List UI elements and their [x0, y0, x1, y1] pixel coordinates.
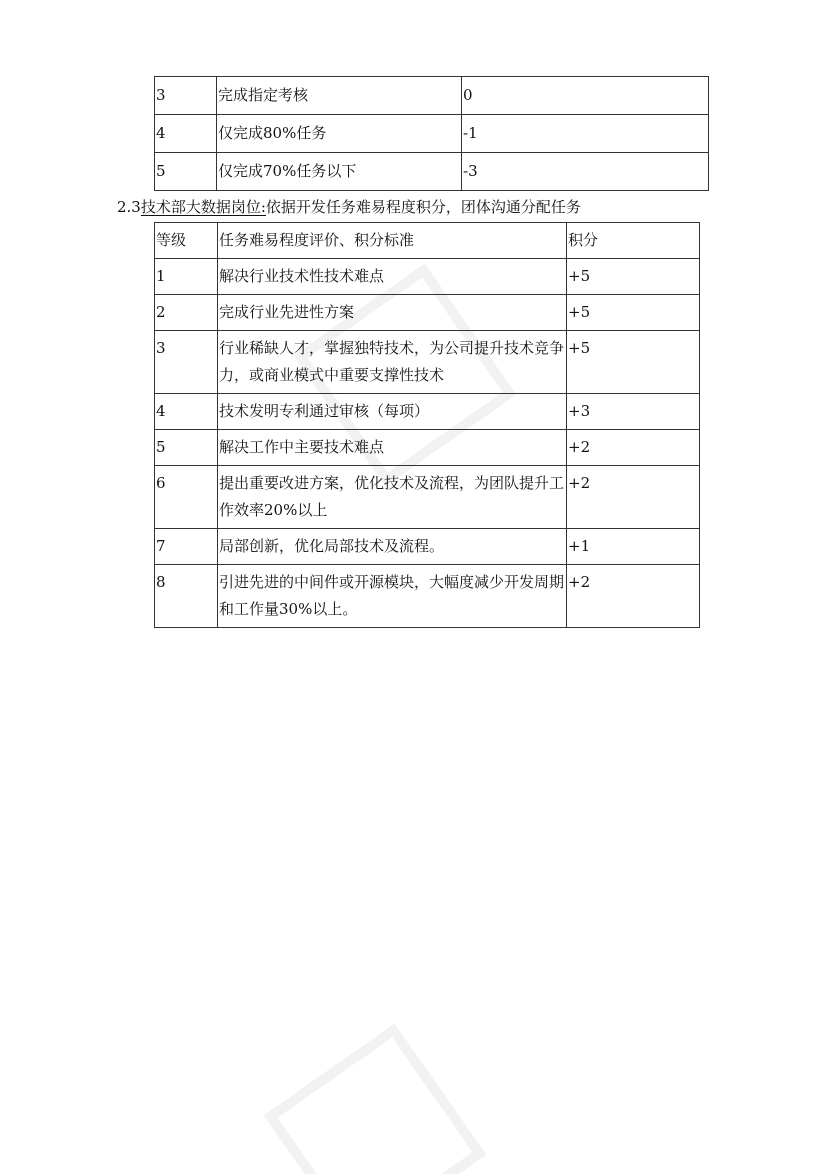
table-row	[155, 394, 700, 430]
level-cell: 5	[155, 430, 218, 466]
table-row	[155, 565, 700, 628]
score-cell: +2	[567, 565, 700, 628]
table-header-row	[155, 223, 700, 259]
criterion-cell: 行业稀缺人才，掌握独特技术，为公司提升技术竞争力，或商业模式中重要支撑性技术	[218, 331, 567, 394]
score-table-top	[154, 76, 709, 191]
criterion-cell: 完成指定考核	[217, 77, 462, 115]
score-cell: +1	[567, 529, 700, 565]
score-cell: +2	[567, 466, 700, 529]
level-cell: 4	[155, 115, 217, 153]
level-cell: 3	[155, 331, 218, 394]
section-number: 2.3	[117, 198, 141, 216]
table-row	[155, 295, 700, 331]
criterion-cell: 仅完成80%任务	[217, 115, 462, 153]
score-cell: -3	[462, 153, 709, 191]
level-cell: 4	[155, 394, 218, 430]
header-criterion: 任务难易程度评价、积分标准	[218, 223, 567, 259]
table-row	[155, 77, 709, 115]
table-row	[155, 153, 709, 191]
score-cell: +5	[567, 295, 700, 331]
score-cell: -1	[462, 115, 709, 153]
level-cell: 5	[155, 153, 217, 191]
criterion-cell: 引进先进的中间件或开源模块，大幅度减少开发周期和工作量30%以上。	[218, 565, 567, 628]
header-score: 积分	[567, 223, 700, 259]
criterion-cell: 提出重要改进方案，优化技术及流程，为团队提升工作效率20%以上	[218, 466, 567, 529]
table-row	[155, 259, 700, 295]
score-cell: +2	[567, 430, 700, 466]
table-row	[155, 529, 700, 565]
level-cell: 8	[155, 565, 218, 628]
criterion-cell: 解决行业技术性技术难点	[218, 259, 567, 295]
level-cell: 7	[155, 529, 218, 565]
score-cell: +3	[567, 394, 700, 430]
section-caption	[117, 194, 581, 220]
level-cell: 6	[155, 466, 218, 529]
level-cell: 3	[155, 77, 217, 115]
tech-dept-score-table	[154, 222, 700, 628]
criterion-cell: 局部创新，优化局部技术及流程。	[218, 529, 567, 565]
level-cell: 2	[155, 295, 218, 331]
level-cell: 1	[155, 259, 218, 295]
table-row	[155, 115, 709, 153]
criterion-cell: 仅完成70%任务以下	[217, 153, 462, 191]
section-title: 技术部大数据岗位:	[140, 198, 266, 216]
score-cell: +5	[567, 331, 700, 394]
table-row	[155, 430, 700, 466]
criterion-cell: 技术发明专利通过审核（每项）	[218, 394, 567, 430]
header-level: 等级	[155, 223, 218, 259]
score-cell: +5	[567, 259, 700, 295]
section-description: 依据开发任务难易程度积分，团体沟通分配任务	[265, 198, 581, 216]
table-row	[155, 331, 700, 394]
criterion-cell: 完成行业先进性方案	[218, 295, 567, 331]
score-cell: 0	[462, 77, 709, 115]
table-row	[155, 466, 700, 529]
criterion-cell: 解决工作中主要技术难点	[218, 430, 567, 466]
